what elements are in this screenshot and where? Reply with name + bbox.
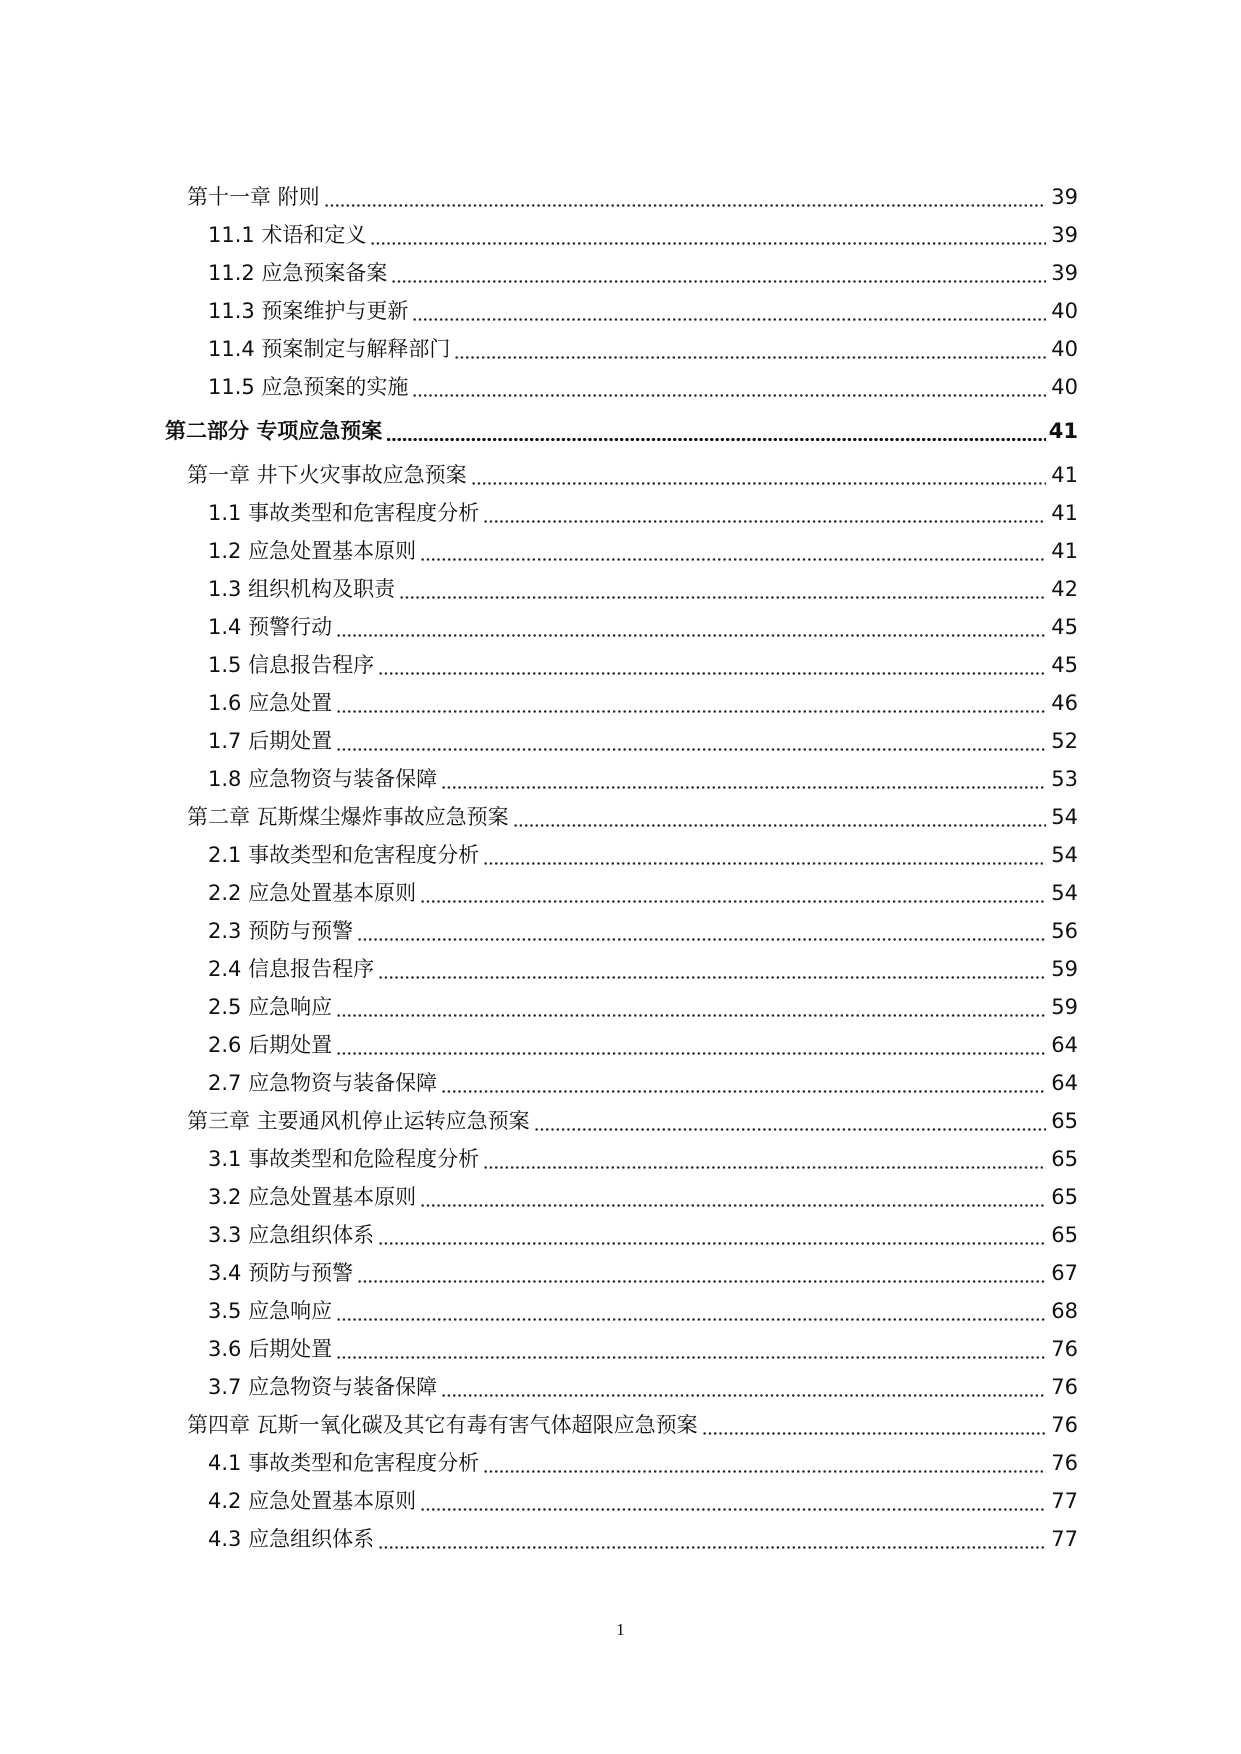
toc-section-entry[interactable] xyxy=(0,1292,1241,1330)
toc-entry-title: 1.3 组织机构及职责 xyxy=(208,577,396,601)
toc-section-entry[interactable] xyxy=(0,1140,1241,1178)
toc-entry-title: 3.2 应急处置基本原则 xyxy=(208,1185,417,1209)
toc-entry-page-number: 45 xyxy=(1051,615,1078,639)
toc-dot-leader xyxy=(441,760,1046,798)
toc-dot-leader xyxy=(336,684,1046,722)
toc-dot-leader xyxy=(513,798,1046,836)
toc-chapter-entry[interactable] xyxy=(0,1102,1241,1140)
toc-section-entry[interactable] xyxy=(0,1064,1241,1102)
toc-entry-title: 11.3 预案维护与更新 xyxy=(208,299,409,323)
toc-dot-leader xyxy=(391,254,1046,292)
toc-entry-page-number: 52 xyxy=(1051,729,1078,753)
toc-section-entry[interactable] xyxy=(0,1444,1241,1482)
toc-entry-page-number: 77 xyxy=(1051,1489,1078,1513)
toc-entry-page-number: 54 xyxy=(1051,881,1078,905)
toc-section-entry[interactable] xyxy=(0,950,1241,988)
toc-entry-page-number: 76 xyxy=(1051,1413,1078,1437)
toc-section-entry[interactable] xyxy=(0,368,1241,406)
toc-entry-title: 2.5 应急响应 xyxy=(208,995,333,1019)
toc-entry-page-number: 64 xyxy=(1051,1033,1078,1057)
toc-entry-title: 1.7 后期处置 xyxy=(208,729,333,753)
toc-dot-leader xyxy=(534,1102,1046,1140)
toc-dot-leader xyxy=(399,570,1046,608)
toc-dot-leader xyxy=(378,950,1046,988)
toc-entry-page-number: 39 xyxy=(1051,223,1078,247)
toc-entry-title: 1.2 应急处置基本原则 xyxy=(208,539,417,563)
toc-entry-title: 2.7 应急物资与装备保障 xyxy=(208,1071,438,1095)
toc-entry-title: 4.2 应急处置基本原则 xyxy=(208,1489,417,1513)
toc-entry-page-number: 41 xyxy=(1051,539,1078,563)
toc-section-entry[interactable] xyxy=(0,1216,1241,1254)
toc-chapter-entry[interactable] xyxy=(0,1406,1241,1444)
toc-entry-title: 1.6 应急处置 xyxy=(208,691,333,715)
toc-entry-title: 4.1 事故类型和危害程度分析 xyxy=(208,1451,480,1475)
toc-dot-leader xyxy=(441,1064,1046,1102)
toc-dot-leader xyxy=(483,1444,1046,1482)
toc-section-entry[interactable] xyxy=(0,912,1241,950)
toc-entry-title: 11.5 应急预案的实施 xyxy=(208,375,409,399)
toc-entry-page-number: 54 xyxy=(1051,805,1078,829)
toc-entry-page-number: 67 xyxy=(1051,1261,1078,1285)
toc-dot-leader xyxy=(336,608,1046,646)
toc-entry-page-number: 40 xyxy=(1051,337,1078,361)
toc-section-entry[interactable] xyxy=(0,1178,1241,1216)
toc-entry-title: 第四章 瓦斯一氧化碳及其它有毒有害气体超限应急预案 xyxy=(187,1413,698,1437)
toc-section-entry[interactable] xyxy=(0,722,1241,760)
toc-dot-leader xyxy=(420,1178,1046,1216)
toc-entry-title: 11.1 术语和定义 xyxy=(208,223,367,247)
toc-dot-leader xyxy=(336,1330,1046,1368)
toc-entry-page-number: 40 xyxy=(1051,375,1078,399)
toc-section-entry[interactable] xyxy=(0,874,1241,912)
toc-entry-page-number: 65 xyxy=(1051,1185,1078,1209)
toc-entry-page-number: 41 xyxy=(1051,501,1078,525)
toc-dot-leader xyxy=(483,1140,1046,1178)
toc-entry-page-number: 41 xyxy=(1051,463,1078,487)
toc-section-entry[interactable] xyxy=(0,988,1241,1026)
toc-entry-title: 3.6 后期处置 xyxy=(208,1337,333,1361)
toc-entry-title: 1.1 事故类型和危害程度分析 xyxy=(208,501,480,525)
toc-dot-leader xyxy=(336,1292,1046,1330)
toc-entry-page-number: 42 xyxy=(1051,577,1078,601)
toc-entry-page-number: 76 xyxy=(1051,1375,1078,1399)
toc-section-entry[interactable] xyxy=(0,292,1241,330)
toc-dot-leader xyxy=(378,1520,1046,1558)
table-of-contents xyxy=(0,178,1241,1558)
toc-entry-title: 11.2 应急预案备案 xyxy=(208,261,388,285)
toc-chapter-entry[interactable] xyxy=(0,798,1241,836)
toc-entry-page-number: 76 xyxy=(1051,1337,1078,1361)
toc-entry-page-number: 54 xyxy=(1051,843,1078,867)
toc-dot-leader xyxy=(702,1406,1046,1444)
toc-entry-title: 1.5 信息报告程序 xyxy=(208,653,375,677)
toc-section-entry[interactable] xyxy=(0,570,1241,608)
toc-entry-title: 3.5 应急响应 xyxy=(208,1299,333,1323)
toc-entry-title: 第二章 瓦斯煤尘爆炸事故应急预案 xyxy=(187,805,509,829)
toc-section-entry[interactable] xyxy=(0,608,1241,646)
toc-entry-title: 3.3 应急组织体系 xyxy=(208,1223,375,1247)
toc-section-entry[interactable] xyxy=(0,1330,1241,1368)
toc-entry-title: 2.1 事故类型和危害程度分析 xyxy=(208,843,480,867)
toc-entry-page-number: 45 xyxy=(1051,653,1078,677)
toc-section-entry[interactable] xyxy=(0,1368,1241,1406)
toc-entry-title: 1.8 应急物资与装备保障 xyxy=(208,767,438,791)
toc-part-entry[interactable] xyxy=(0,406,1241,456)
toc-entry-title: 4.3 应急组织体系 xyxy=(208,1527,375,1551)
toc-section-entry[interactable] xyxy=(0,330,1241,368)
toc-dot-leader xyxy=(336,722,1046,760)
toc-entry-page-number: 39 xyxy=(1051,185,1078,209)
toc-dot-leader xyxy=(420,874,1046,912)
page-number: 1 xyxy=(616,1620,625,1639)
toc-entry-title: 第三章 主要通风机停止运转应急预案 xyxy=(187,1109,530,1133)
toc-dot-leader xyxy=(420,532,1046,570)
toc-entry-page-number: 77 xyxy=(1051,1527,1078,1551)
toc-dot-leader xyxy=(336,988,1046,1026)
toc-section-entry[interactable] xyxy=(0,1026,1241,1064)
toc-section-entry[interactable] xyxy=(0,836,1241,874)
toc-dot-leader xyxy=(412,368,1046,406)
toc-entry-page-number: 40 xyxy=(1051,299,1078,323)
toc-dot-leader xyxy=(483,494,1046,532)
toc-dot-leader xyxy=(386,406,1046,456)
toc-entry-title: 第一章 井下火灾事故应急预案 xyxy=(187,463,467,487)
toc-dot-leader xyxy=(483,836,1046,874)
toc-section-entry[interactable] xyxy=(0,1482,1241,1520)
toc-dot-leader xyxy=(336,1026,1046,1064)
toc-dot-leader xyxy=(357,912,1046,950)
toc-entry-page-number: 59 xyxy=(1051,995,1078,1019)
toc-entry-title: 3.4 预防与预警 xyxy=(208,1261,354,1285)
toc-section-entry[interactable] xyxy=(0,646,1241,684)
toc-entry-page-number: 65 xyxy=(1051,1147,1078,1171)
toc-section-entry[interactable] xyxy=(0,254,1241,292)
toc-section-entry[interactable] xyxy=(0,532,1241,570)
toc-section-entry[interactable] xyxy=(0,1520,1241,1558)
toc-entry-page-number: 59 xyxy=(1051,957,1078,981)
toc-dot-leader xyxy=(471,456,1046,494)
toc-entry-title: 1.4 预警行动 xyxy=(208,615,333,639)
toc-dot-leader xyxy=(370,216,1046,254)
toc-dot-leader xyxy=(454,330,1046,368)
toc-entry-title: 2.4 信息报告程序 xyxy=(208,957,375,981)
toc-entry-title: 第十一章 附则 xyxy=(187,185,320,209)
toc-chapter-entry[interactable] xyxy=(0,456,1241,494)
toc-chapter-entry[interactable] xyxy=(0,178,1241,216)
toc-section-entry[interactable] xyxy=(0,684,1241,722)
toc-entry-page-number: 68 xyxy=(1051,1299,1078,1323)
toc-dot-leader xyxy=(357,1254,1046,1292)
toc-dot-leader xyxy=(378,646,1046,684)
toc-entry-page-number: 39 xyxy=(1051,261,1078,285)
toc-dot-leader xyxy=(420,1482,1046,1520)
toc-entry-page-number: 76 xyxy=(1051,1451,1078,1475)
toc-entry-page-number: 46 xyxy=(1051,691,1078,715)
toc-entry-page-number: 53 xyxy=(1051,767,1078,791)
toc-section-entry[interactable] xyxy=(0,1254,1241,1292)
toc-dot-leader xyxy=(412,292,1046,330)
toc-section-entry[interactable] xyxy=(0,760,1241,798)
toc-entry-title: 2.2 应急处置基本原则 xyxy=(208,881,417,905)
toc-entry-page-number: 56 xyxy=(1051,919,1078,943)
toc-entry-page-number: 64 xyxy=(1051,1071,1078,1095)
toc-dot-leader xyxy=(378,1216,1046,1254)
toc-entry-page-number: 41 xyxy=(1048,419,1078,443)
toc-entry-title: 第二部分 专项应急预案 xyxy=(165,419,383,443)
toc-entry-title: 11.4 预案制定与解释部门 xyxy=(208,337,451,361)
toc-section-entry[interactable] xyxy=(0,494,1241,532)
toc-entry-title: 3.7 应急物资与装备保障 xyxy=(208,1375,438,1399)
toc-entry-page-number: 65 xyxy=(1051,1109,1078,1133)
toc-section-entry[interactable] xyxy=(0,216,1241,254)
toc-entry-title: 3.1 事故类型和危险程度分析 xyxy=(208,1147,480,1171)
toc-entry-title: 2.6 后期处置 xyxy=(208,1033,333,1057)
toc-dot-leader xyxy=(324,178,1046,216)
toc-dot-leader xyxy=(441,1368,1046,1406)
toc-entry-title: 2.3 预防与预警 xyxy=(208,919,354,943)
toc-entry-page-number: 65 xyxy=(1051,1223,1078,1247)
